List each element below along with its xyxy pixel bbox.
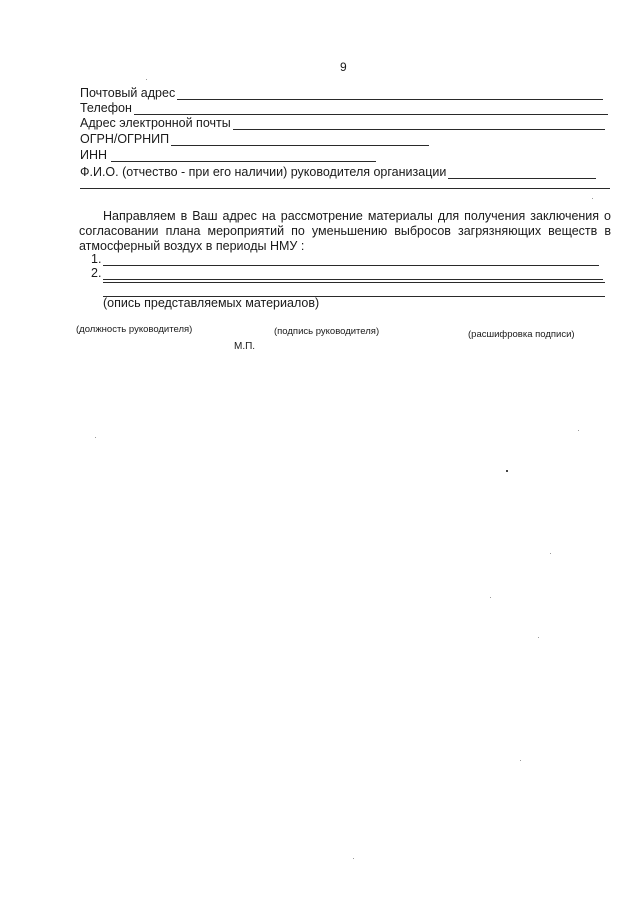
material-item-1 [91,252,599,266]
email-row [80,116,605,130]
ogrn-line[interactable] [171,134,429,146]
scan-speck [95,437,96,438]
scan-speck [490,597,491,598]
stamp-label: М.П. [234,341,256,352]
scan-speck [578,430,579,431]
phone-row [80,101,608,115]
material-item-2-line[interactable] [103,268,603,280]
position-caption: (должность руководителя) [76,324,193,335]
scan-speck [592,198,593,199]
postal-address-line[interactable] [177,88,603,100]
decryption-caption: (расшифровка подписи) [468,329,575,340]
postal-address-label: Почтовый адрес [80,86,176,100]
director-name-continuation-line[interactable] [80,188,610,189]
scan-speck [353,858,354,859]
postal-address-row [80,86,603,100]
scan-speck [520,760,521,761]
email-line[interactable] [233,118,605,130]
material-continuation-line-1[interactable] [103,282,605,283]
page-number: 9 [340,60,347,74]
scan-speck [146,79,147,80]
phone-line[interactable] [134,103,608,115]
ogrn-row [80,132,429,146]
material-item-1-number: 1. [91,252,102,266]
director-name-row [80,165,596,179]
ogrn-label: ОГРН/ОГРНИП [80,132,170,146]
material-item-1-line[interactable] [103,254,599,266]
scan-speck [506,470,508,472]
inn-label: ИНН [80,148,108,162]
materials-caption: (опись представляемых материалов) [103,296,320,310]
scan-speck [538,637,539,638]
phone-label: Телефон [80,101,132,115]
signature-caption: (подпись руководителя) [274,326,380,337]
material-item-2 [91,266,603,280]
inn-line[interactable] [111,150,376,162]
director-name-label: Ф.И.О. (отчество - при его наличии) руководителя организации [80,165,447,179]
scan-speck [550,553,551,554]
email-label: Адрес электронной почты [80,116,231,130]
director-name-line[interactable] [448,167,596,179]
material-item-2-number: 2. [91,266,102,280]
request-paragraph: Направляем в Ваш адрес на рассмотрение материалы для получения заключения о согласовании плана мероприятий по уменьшению выбросов загрязняющих веществ в атмосферный воздух в периоды НМУ : [79,209,611,253]
inn-row [80,148,376,162]
